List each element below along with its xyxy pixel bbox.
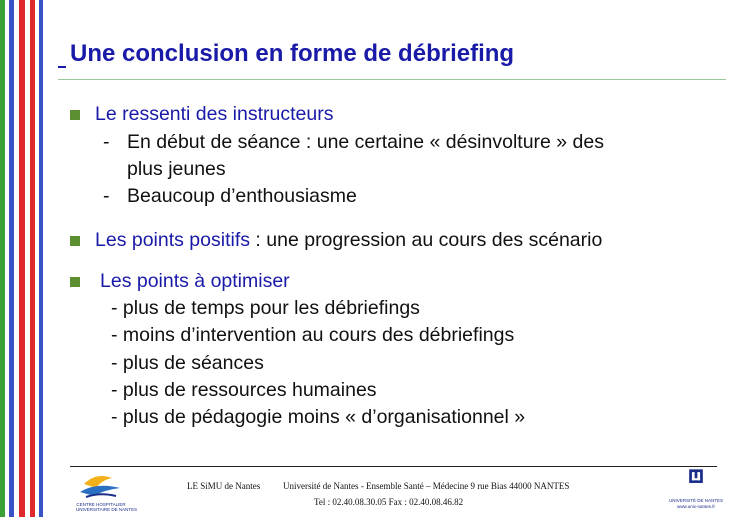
universite-nantes-logo xyxy=(668,468,724,498)
footer-org: LE SiMU de Nantes xyxy=(187,481,261,491)
list-item: - plus de pédagogie moins « d’organisationnel » xyxy=(111,406,526,428)
list-item-marker: - xyxy=(103,131,110,153)
bullet-square-1 xyxy=(70,110,80,120)
section-heading-positifs xyxy=(95,229,602,252)
decor-stripe-blue-1 xyxy=(9,0,14,517)
list-item: - plus de temps pour les débriefings xyxy=(111,297,420,319)
decor-stripe-green xyxy=(0,0,5,517)
list-item-line: plus jeunes xyxy=(127,158,226,180)
bullet-square-3 xyxy=(70,277,80,287)
footer-address: Université de Nantes - Ensemble Santé – Médecine 9 rue Bias 44000 NANTES xyxy=(283,481,570,491)
list-item-line: En début de séance : une certaine « désinvolture » des xyxy=(127,131,604,153)
section-heading-optimiser: Les points à optimiser xyxy=(100,270,290,292)
list-item: - plus de ressources humaines xyxy=(111,379,377,401)
list-item-marker: - xyxy=(103,185,110,207)
chu-logo-caption-2: UNIVERSITAIRE DE NANTES xyxy=(76,507,138,512)
section-heading-ressenti: Le ressenti des instructeurs xyxy=(95,103,334,125)
decor-stripe-blue-2 xyxy=(39,0,43,517)
list-item-line: Beaucoup d’enthousiasme xyxy=(127,185,357,207)
chu-logo-caption-1: CENTRE HOSPITALIER xyxy=(76,502,126,507)
title-marker xyxy=(58,66,66,68)
un-logo-caption-2: www.univ-nantes.fr xyxy=(676,504,715,509)
footer-contact: Tel : 02.40.08.30.05 Fax : 02.40.08.46.82 xyxy=(314,497,464,507)
title-divider xyxy=(58,79,726,80)
un-logo-caption-1: UNIVERSITÉ DE NANTES xyxy=(668,498,723,503)
list-item: - plus de séances xyxy=(111,352,264,374)
footer-divider xyxy=(70,466,717,467)
slide-title: Une conclusion en forme de débriefing xyxy=(70,40,515,67)
section-heading-label: Les points positifs xyxy=(95,229,251,251)
section-heading-rest: : une progression au cours des scénario xyxy=(250,229,603,251)
decor-stripe-red-1 xyxy=(19,0,25,517)
bullet-square-2 xyxy=(70,236,80,246)
decor-stripe-red-2 xyxy=(30,0,35,517)
list-item: - moins d’intervention au cours des débriefings xyxy=(111,324,515,346)
